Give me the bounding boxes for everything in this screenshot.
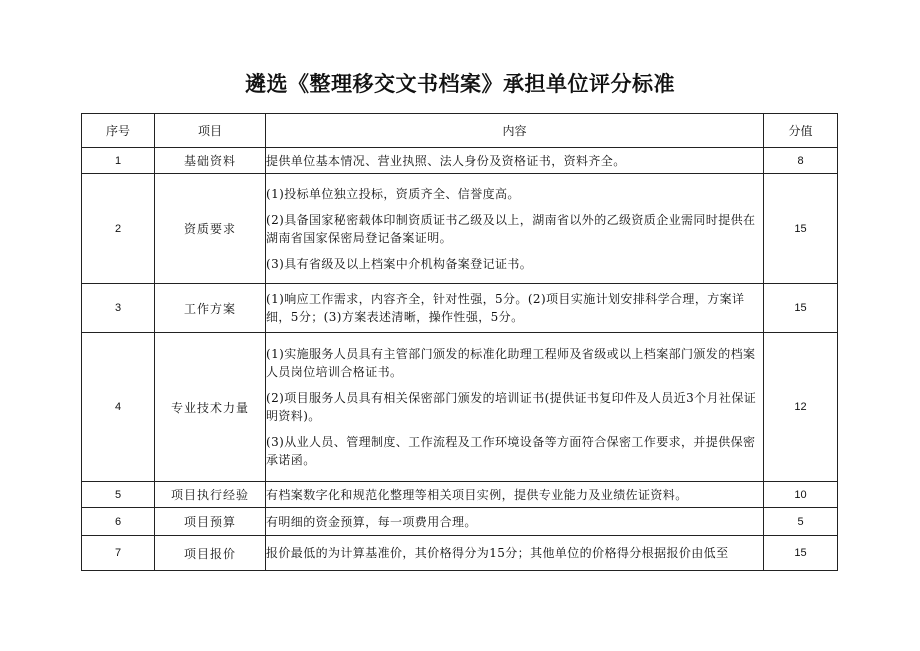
row-content bbox=[266, 174, 764, 284]
row-no: 6 bbox=[82, 508, 155, 536]
content-paragraph: (1)实施服务人员具有主管部门颁发的标准化助理工程师及省级或以上档案部门颁发的档案人员岗位培训合格证书。 bbox=[266, 347, 756, 379]
row-item: 工作方案 bbox=[155, 284, 266, 333]
content-paragraph: (3)具有省级及以上档案中介机构备案登记证书。 bbox=[266, 256, 533, 271]
page-title: 遴选《整理移交文书档案》承担单位评分标准 bbox=[245, 72, 675, 96]
header-score: 分值 bbox=[764, 114, 838, 148]
row-score: 15 bbox=[764, 536, 838, 571]
row-no: 5 bbox=[82, 482, 155, 508]
row-item: 专业技术力量 bbox=[155, 333, 266, 482]
table-row bbox=[82, 148, 838, 174]
row-score: 12 bbox=[764, 333, 838, 482]
scoring-table bbox=[81, 113, 838, 571]
content-paragraph: 有明细的资金预算，每一项费用合理。 bbox=[266, 514, 477, 529]
content-paragraph: (1)响应工作需求，内容齐全，针对性强，5分。(2)项目实施计划安排科学合理，方案详细，5分；(3)方案表述清晰，操作性强，5分。 bbox=[266, 292, 745, 324]
row-item: 项目报价 bbox=[155, 536, 266, 571]
row-content bbox=[266, 333, 764, 482]
row-content bbox=[266, 536, 764, 571]
table-header-row bbox=[82, 114, 838, 148]
content-paragraph: (2)项目服务人员具有相关保密部门颁发的培训证书(提供证书复印件及人员近3个月社保证明资料)。 bbox=[266, 391, 757, 423]
table-row bbox=[82, 284, 838, 333]
table-row bbox=[82, 174, 838, 284]
row-score: 5 bbox=[764, 508, 838, 536]
content-paragraph: 提供单位基本情况、营业执照、法人身份及资格证书，资料齐全。 bbox=[266, 153, 626, 168]
content-paragraph: 有档案数字化和规范化整理等相关项目实例，提供专业能力及业绩佐证资料。 bbox=[266, 487, 688, 502]
table-row bbox=[82, 482, 838, 508]
row-item: 项目预算 bbox=[155, 508, 266, 536]
row-score: 8 bbox=[764, 148, 838, 174]
row-score: 15 bbox=[764, 174, 838, 284]
table-row bbox=[82, 508, 838, 536]
header-item: 项目 bbox=[155, 114, 266, 148]
content-paragraph: (1)投标单位独立投标，资质齐全、信誉度高。 bbox=[266, 186, 520, 201]
content-paragraph: 报价最低的为计算基准价，其价格得分为15分；其他单位的价格得分根据报价由低至 bbox=[266, 546, 729, 560]
row-content bbox=[266, 508, 764, 536]
header-no: 序号 bbox=[82, 114, 155, 148]
row-content bbox=[266, 284, 764, 333]
row-content bbox=[266, 148, 764, 174]
row-no: 2 bbox=[82, 174, 155, 284]
row-item: 项目执行经验 bbox=[155, 482, 266, 508]
row-score: 15 bbox=[764, 284, 838, 333]
content-paragraph: (2)具备国家秘密载体印制资质证书乙级及以上，湖南省以外的乙级资质企业需同时提供在湖南省国家保密局登记备案证明。 bbox=[266, 212, 756, 245]
header-content: 内容 bbox=[266, 114, 764, 148]
row-no: 7 bbox=[82, 536, 155, 571]
table-row bbox=[82, 536, 838, 571]
row-no: 4 bbox=[82, 333, 155, 482]
row-content bbox=[266, 482, 764, 508]
row-score: 10 bbox=[764, 482, 838, 508]
content-paragraph: (3)从业人员、管理制度、工作流程及工作环境设备等方面符合保密工作要求，并提供保密承诺函。 bbox=[266, 435, 756, 467]
row-item: 资质要求 bbox=[155, 174, 266, 284]
table-row bbox=[82, 333, 838, 482]
row-no: 3 bbox=[82, 284, 155, 333]
row-item: 基础资料 bbox=[155, 148, 266, 174]
row-no: 1 bbox=[82, 148, 155, 174]
